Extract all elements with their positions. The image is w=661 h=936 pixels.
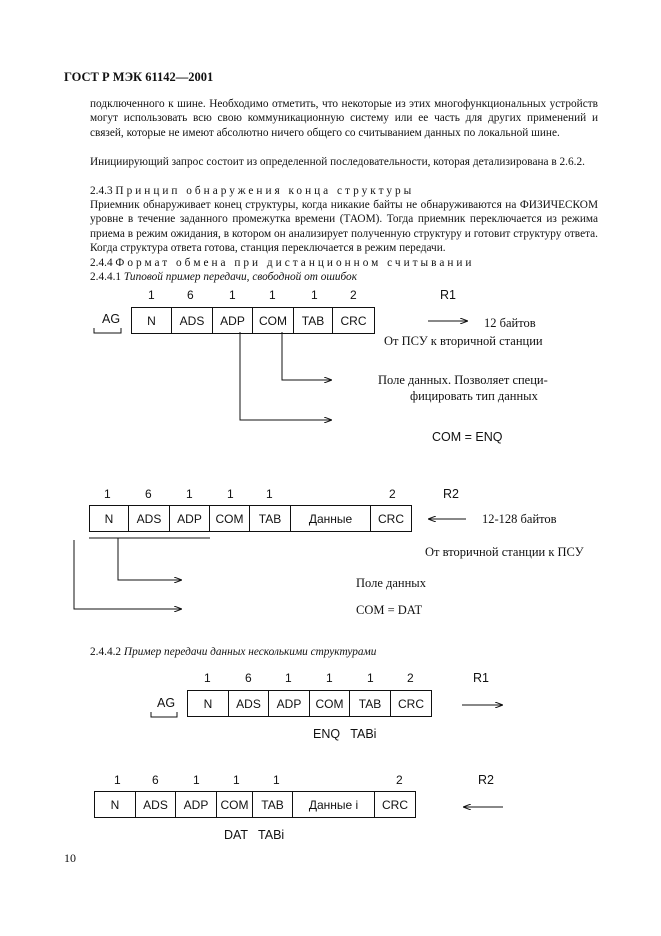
byte-count: 1 bbox=[266, 487, 273, 501]
section-number: 2.4.4.1 bbox=[90, 271, 122, 283]
field-cell: TAB bbox=[250, 506, 291, 531]
field-cell: ADP bbox=[176, 792, 217, 817]
frame-size: 12 байтов bbox=[484, 316, 536, 330]
byte-count: 1 bbox=[186, 487, 193, 501]
field-cell: N bbox=[90, 506, 129, 531]
field-cell: CRC bbox=[378, 511, 404, 526]
byte-count: 2 bbox=[396, 773, 403, 787]
byte-count: 1 bbox=[326, 671, 333, 685]
section-number: 2.4.4.2 bbox=[90, 646, 122, 658]
field-cell: TAB bbox=[253, 792, 293, 817]
field-cell: ADP bbox=[170, 506, 210, 531]
ag-underline bbox=[151, 712, 177, 717]
data-field-note: фицировать тип данных bbox=[410, 389, 538, 403]
byte-count: 1 bbox=[367, 671, 374, 685]
section-title: Формат обмена при дистанционном считывании bbox=[115, 257, 475, 269]
field-cell: TAB bbox=[350, 691, 391, 716]
ag-label: AG bbox=[157, 696, 176, 710]
frame-size: 12-128 байтов bbox=[482, 512, 557, 526]
byte-count: 1 bbox=[311, 288, 318, 302]
byte-count: 1 bbox=[204, 671, 211, 685]
ag-label: AG bbox=[102, 312, 121, 326]
byte-count: 6 bbox=[145, 487, 152, 501]
byte-count: 2 bbox=[407, 671, 414, 685]
page-number: 10 bbox=[64, 851, 76, 865]
field-cell: ADS bbox=[229, 691, 269, 716]
field-cell: ADP bbox=[213, 308, 253, 333]
byte-count: 2 bbox=[350, 288, 357, 302]
frame-label: R1 bbox=[440, 288, 456, 302]
byte-count: 2 bbox=[389, 487, 396, 501]
section-title: Пример передачи данных несколькими структурами bbox=[123, 646, 377, 658]
paragraph-end-detection: Приемник обнаруживает конец структуры, когда никакие байты не обнаруживаются на ФИЗИЧЕСКОМ уровне в течение заданного промежутка времени (ТАОМ). Тогда приемник переключается из режима приема в режим ожидания, в котором он анализирует полученную структуру и готовит структуру ответа. Когда структура ответа готова, станция переключается в режим передачи. bbox=[90, 199, 598, 255]
data-field-note: Поле данных bbox=[356, 576, 426, 590]
com-tab-values: ENQ TABi bbox=[313, 727, 377, 741]
frame-label: R1 bbox=[473, 671, 489, 685]
section-number: 2.4.4 bbox=[90, 257, 113, 269]
field-cell: ADP bbox=[269, 691, 310, 716]
byte-count: 1 bbox=[273, 773, 280, 787]
byte-count: 1 bbox=[233, 773, 240, 787]
byte-count: 6 bbox=[245, 671, 252, 685]
field-cell: Данные i bbox=[293, 792, 375, 817]
frame-label: R2 bbox=[443, 487, 459, 501]
tab-connector bbox=[74, 540, 182, 609]
section-number: 2.4.3 bbox=[90, 185, 113, 197]
field-cell: CRC bbox=[340, 313, 367, 328]
frame-direction: От вторичной станции к ПСУ bbox=[425, 545, 584, 559]
byte-count: 1 bbox=[104, 487, 111, 501]
document-header: ГОСТ Р МЭК 61142—2001 bbox=[64, 70, 214, 84]
byte-count: 6 bbox=[152, 773, 159, 787]
byte-count: 1 bbox=[114, 773, 121, 787]
field-cell: ADS bbox=[129, 506, 170, 531]
byte-count: 6 bbox=[187, 288, 194, 302]
byte-count: 1 bbox=[269, 288, 276, 302]
com-tab-values: DAT TABi bbox=[224, 828, 285, 842]
frame-direction: От ПСУ к вторичной станции bbox=[384, 334, 543, 348]
field-cell: N bbox=[188, 691, 229, 716]
field-cell: N bbox=[132, 308, 172, 333]
paragraph-initiating-request: Инициирующий запрос состоит из определенной последовательности, которая детализирована в 2.6.2. bbox=[90, 156, 585, 168]
paragraph-continuation: подключенного к шине. Необходимо отметить, что некоторые из этих многофункциональных устройств могут использовать всю свою коммуникационную систему или ее часть для других применений и связей, которые не имеют абсолютно ничего общего со считыванием данных по локальной шине. bbox=[90, 98, 598, 139]
field-cell: Данные bbox=[291, 506, 371, 531]
section-title: Принцип обнаружения конца структуры bbox=[115, 185, 415, 197]
byte-count: 1 bbox=[193, 773, 200, 787]
field-cell: COM bbox=[310, 691, 350, 716]
field-cell: COM bbox=[210, 506, 250, 531]
byte-count: 1 bbox=[229, 288, 236, 302]
field-cell: CRC bbox=[398, 696, 424, 711]
field-cell: TAB bbox=[294, 308, 333, 333]
field-cell: N bbox=[95, 792, 136, 817]
field-cell: COM bbox=[217, 792, 253, 817]
frame-label: R2 bbox=[478, 773, 494, 787]
com-value: COM = DAT bbox=[356, 603, 423, 617]
byte-count: 1 bbox=[285, 671, 292, 685]
ag-underline bbox=[94, 328, 121, 333]
byte-count: 1 bbox=[148, 288, 155, 302]
field-cell: COM bbox=[253, 308, 294, 333]
tab-connector bbox=[240, 332, 332, 420]
byte-count: 1 bbox=[227, 487, 234, 501]
field-cell: ADS bbox=[172, 308, 213, 333]
section-title: Типовой пример передачи, свободной от ошибок bbox=[123, 271, 357, 283]
data-field-note: Поле данных. Позволяет специ- bbox=[378, 373, 548, 387]
field-cell: CRC bbox=[382, 797, 408, 812]
com-connector bbox=[282, 332, 332, 380]
com-value: COM = ENQ bbox=[432, 430, 503, 444]
field-cell: ADS bbox=[136, 792, 176, 817]
com-connector bbox=[118, 538, 182, 580]
